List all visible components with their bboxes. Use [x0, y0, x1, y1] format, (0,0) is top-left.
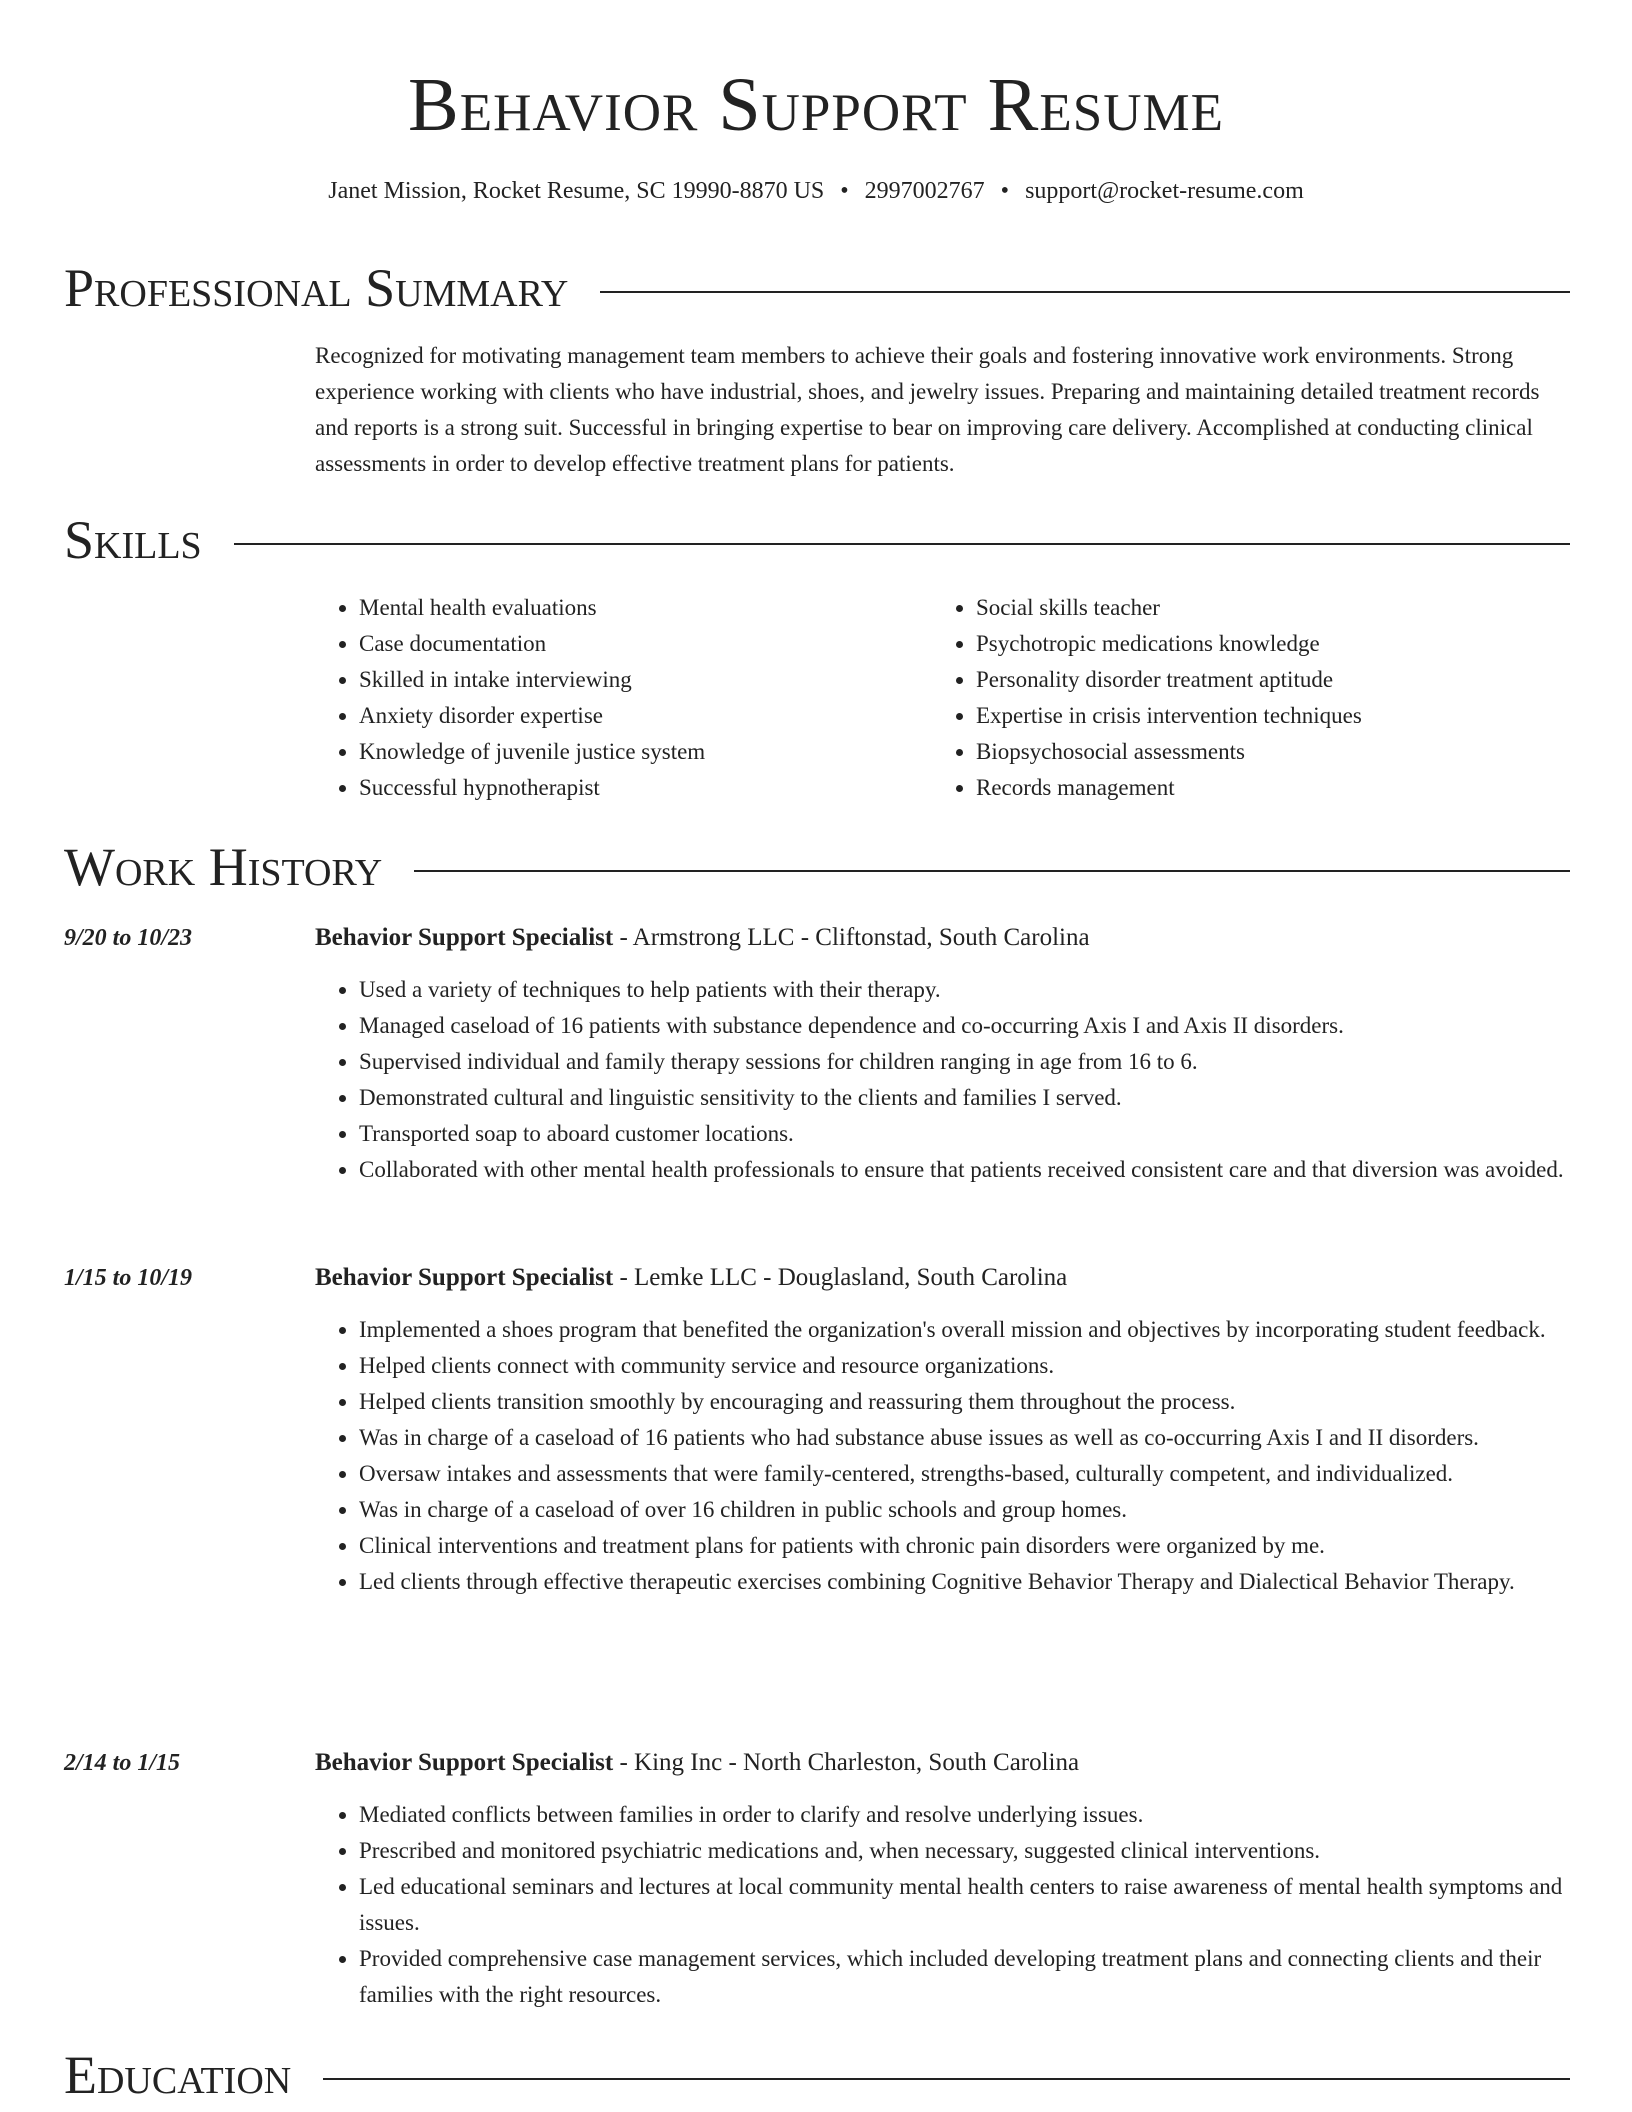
job-title: Behavior Support Specialist	[315, 1264, 614, 1291]
section-divider	[323, 2078, 1570, 2080]
section-divider	[414, 870, 1570, 872]
summary-section-header	[64, 256, 1570, 320]
job-bullet: • Demonstrated cultural and linguistic sensitivity to the clients and families I served.	[359, 1080, 1575, 1116]
skill-item: • Anxiety disorder expertise	[359, 698, 932, 734]
skill-item: • Case documentation	[359, 626, 932, 662]
job-employer: - King Inc - North Charleston, South Carolina	[613, 1749, 1080, 1776]
job-bullet: • Implemented a shoes program that benefited the organization's overall mission and objectives by incorporating student feedback.	[359, 1312, 1575, 1348]
contact-phone: 2997002767	[864, 178, 985, 204]
section-divider	[600, 291, 1570, 293]
skill-item: • Knowledge of juvenile justice system	[359, 734, 932, 770]
skills-section-header	[64, 508, 1570, 572]
job-bullet: • Managed caseload of 16 patients with substance dependence and co-occurring Axis I and Axis II disorders.	[359, 1008, 1575, 1044]
job-employer: - Lemke LLC - Douglasland, South Carolina	[613, 1264, 1068, 1291]
job-bullet: • Helped clients transition smoothly by encouraging and reassuring them throughout the process.	[359, 1384, 1575, 1420]
job-title: Behavior Support Specialist	[315, 924, 614, 951]
section-divider	[234, 543, 1570, 545]
job-bullet: • Mediated conflicts between families in order to clarify and resolve underlying issues.	[359, 1797, 1575, 1833]
work-heading: Work History	[64, 837, 383, 897]
job-dates: 2/14 to 1/15	[64, 1750, 181, 1776]
summary-heading: Professional Summary	[64, 258, 569, 318]
job-bullet: • Oversaw intakes and assessments that were family-centered, strengths-based, culturally competent, and individualized.	[359, 1456, 1575, 1492]
skill-item: • Expertise in crisis intervention techniques	[976, 698, 1549, 734]
skills-list	[315, 590, 1575, 806]
summary-text: Recognized for motivating management team members to achieve their goals and fostering innovative work environments. Strong experience working with clients who have industrial, shoes, and jewelry issues. Preparing and maintaining detailed treatment records and reports is a strong suit. Successful in bringing expertise to bear on improving care delivery. Accomplished at conducting clinical assessments in order to develop effective treatment plans for patients.	[315, 343, 1540, 476]
job-title: Behavior Support Specialist	[315, 1749, 614, 1776]
job-bullet: • Led educational seminars and lectures at local community mental health centers to raise awareness of mental health symptoms and issues.	[359, 1869, 1575, 1941]
skills-column-left	[315, 590, 932, 806]
job-bullet: • Transported soap to aboard customer locations.	[359, 1116, 1575, 1152]
skill-item: • Social skills teacher	[976, 590, 1549, 626]
job-bullet: • Supervised individual and family therapy sessions for children ranging in age from 16 to 6.	[359, 1044, 1575, 1080]
skill-item: • Personality disorder treatment aptitude	[976, 662, 1549, 698]
job-bullet: • Collaborated with other mental health professionals to ensure that patients received consistent care and that diversion was avoided.	[359, 1152, 1575, 1188]
job-bullet: • Used a variety of techniques to help patients with their therapy.	[359, 972, 1575, 1008]
skill-item: • Mental health evaluations	[359, 590, 932, 626]
job-bullet: • Provided comprehensive case management services, which included developing treatment plans and connecting clients and their families with the right resources.	[359, 1941, 1575, 2013]
job-bullet: • Helped clients connect with community service and resource organizations.	[359, 1348, 1575, 1384]
job-bullet: • Led clients through effective therapeutic exercises combining Cognitive Behavior Therapy and Dialectical Behavior Therapy.	[359, 1564, 1575, 1600]
job-bullet: • Was in charge of a caseload of over 16 children in public schools and group homes.	[359, 1492, 1575, 1528]
job-dates: 1/15 to 10/19	[64, 1265, 193, 1291]
skill-item: • Psychotropic medications knowledge	[976, 626, 1549, 662]
work-section-header	[64, 835, 1570, 899]
job-bullets	[315, 1312, 1575, 1600]
skill-item: • Biopsychosocial assessments	[976, 734, 1549, 770]
job-heading	[315, 1745, 1079, 1781]
skills-heading: Skills	[64, 510, 202, 570]
contact-separator: •	[840, 178, 849, 204]
job-dates: 9/20 to 10/23	[64, 925, 193, 951]
contact-line	[0, 174, 1632, 208]
skills-column-right	[932, 590, 1549, 806]
job-employer: - Armstrong LLC - Cliftonstad, South Carolina	[613, 924, 1090, 951]
job-bullets	[315, 1797, 1575, 2013]
job-bullets	[315, 972, 1575, 1188]
education-section-header	[64, 2043, 1570, 2107]
contact-address: Janet Mission, Rocket Resume, SC 19990-8870 US	[328, 178, 825, 204]
contact-separator: •	[1000, 178, 1010, 204]
job-bullet: • Prescribed and monitored psychiatric medications and, when necessary, suggested clinical interventions.	[359, 1833, 1575, 1869]
job-bullet: • Was in charge of a caseload of 16 patients who had substance abuse issues as well as co-occurring Axis I and II disorders.	[359, 1420, 1575, 1456]
skill-item: • Skilled in intake interviewing	[359, 662, 932, 698]
job-bullet: • Clinical interventions and treatment plans for patients with chronic pain disorders were organized by me.	[359, 1528, 1575, 1564]
job-heading	[315, 1260, 1067, 1296]
education-heading: Education	[64, 2045, 292, 2105]
skill-item: • Records management	[976, 770, 1549, 806]
contact-email: support@rocket-resume.com	[1025, 178, 1304, 204]
skill-item: • Successful hypnotherapist	[359, 770, 932, 806]
job-heading	[315, 920, 1090, 956]
page-title: Behavior Support Resume	[408, 63, 1224, 147]
